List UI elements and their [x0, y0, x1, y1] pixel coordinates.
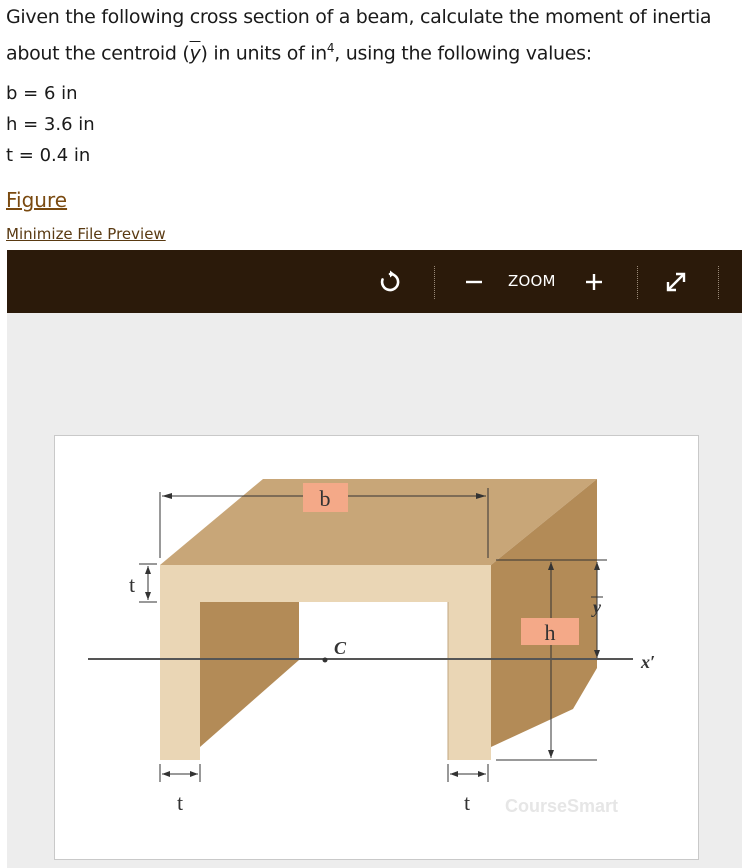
beam-figure — [54, 435, 699, 860]
question-text-part: ) in units of in — [200, 42, 327, 65]
label-x-prime: x′ — [640, 652, 656, 672]
expand-button[interactable] — [659, 250, 693, 313]
question-text — [6, 2, 742, 69]
ybar-symbol — [190, 42, 201, 64]
plus-icon — [584, 272, 604, 292]
toolbar-divider — [434, 266, 435, 299]
zoom-out-button[interactable] — [457, 250, 491, 313]
question-line-2 — [6, 33, 742, 69]
question-text-part: , using the following values: — [334, 42, 592, 65]
label-c: C — [333, 638, 347, 658]
question-line-1: Given the following cross section of a beam, calculate the moment of inertia — [6, 6, 712, 28]
label-ybar: y — [593, 597, 601, 617]
toolbar-divider — [718, 266, 719, 299]
ybar-letter: $\overline{y}$ — [189, 42, 201, 65]
rotate-button[interactable] — [371, 250, 409, 313]
beam-inner-face — [200, 602, 299, 747]
value-b: b = 6 in — [6, 83, 78, 104]
watermark: CourseSmart — [505, 796, 619, 816]
label-t-bottom-right: t — [463, 790, 471, 815]
minimize-file-preview-link[interactable]: Minimize File Preview — [6, 225, 166, 243]
expand-icon — [665, 271, 687, 293]
exponent: 4 — [326, 41, 335, 55]
label-b: b — [319, 486, 331, 511]
file-preview-viewer — [7, 250, 742, 868]
minus-icon — [464, 272, 484, 292]
beam-cross-section-diagram — [55, 436, 698, 859]
viewer-toolbar — [7, 250, 742, 313]
given-values — [6, 78, 95, 171]
zoom-in-button[interactable] — [577, 250, 611, 313]
label-t-bottom-left: t — [176, 790, 184, 815]
zoom-label: ZOOM — [508, 272, 556, 290]
rotate-icon — [378, 270, 402, 294]
value-h: h = 3.6 in — [6, 114, 95, 135]
question-text-part: about the centroid ( — [6, 42, 190, 65]
figure-link[interactable]: Figure — [6, 188, 68, 212]
toolbar-divider — [637, 266, 638, 299]
label-t-left: t — [128, 572, 136, 597]
label-h: h — [544, 620, 556, 645]
value-t: t = 0.4 in — [6, 145, 91, 166]
